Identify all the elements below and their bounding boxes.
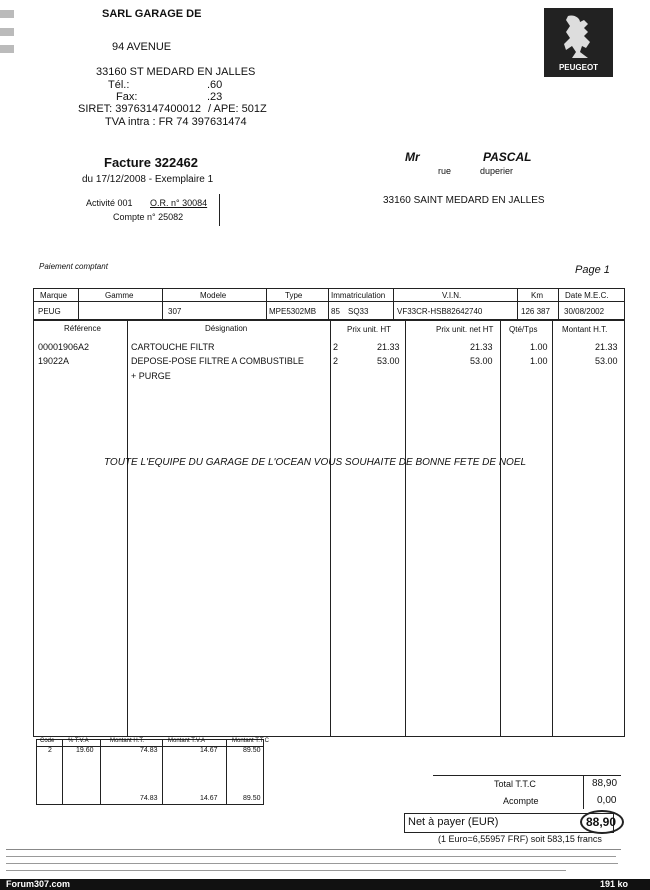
table-row-pun: 53.00 [470, 356, 493, 366]
garage-fax-label: Fax: [116, 91, 138, 103]
customer-city: 33160 SAINT MEDARD EN JALLES [383, 195, 545, 206]
scan-mark [0, 10, 14, 18]
divider [405, 320, 406, 737]
table-row-qte: 1.00 [530, 342, 548, 352]
tva-header-ttc: Montant T.T.C [232, 738, 269, 744]
garage-city: 33160 ST MEDARD EN JALLES [96, 66, 256, 78]
divider [517, 288, 518, 320]
divider [162, 739, 163, 805]
vehicle-km: 126 387 [521, 307, 550, 316]
vehicle-header-km: Km [531, 291, 543, 300]
table-row-montant: 21.33 [595, 342, 618, 352]
vehicle-header-date: Date M.E.C. [565, 291, 609, 300]
tva-rate: 19.60 [76, 747, 94, 754]
fine-print-line [6, 863, 618, 864]
garage-tva: TVA intra : FR 74 397631474 [105, 116, 247, 128]
payment-mode: Paiement comptant [39, 262, 108, 271]
invoice-title: Facture 322462 [104, 155, 198, 170]
acompte-value: 0,00 [597, 795, 617, 806]
tva-tva: 14.67 [200, 747, 218, 754]
invoice-lines-table [33, 320, 625, 737]
vehicle-type: MPE5302MB [269, 307, 317, 316]
vehicle-modele: 307 [168, 307, 182, 316]
divider [127, 320, 128, 737]
divider [266, 288, 267, 320]
divider [162, 288, 163, 320]
total-ttc-value: 88,90 [592, 778, 618, 789]
vehicle-header-type: Type [285, 291, 303, 300]
customer-street: duperier [480, 166, 514, 176]
lines-header-designation: Désignation [205, 324, 248, 333]
peugeot-logo [544, 8, 613, 77]
tva-ttc: 89.50 [243, 747, 261, 754]
divider [33, 301, 625, 302]
divider [330, 320, 331, 737]
invoice-activite: Activité 001 [86, 198, 133, 208]
lines-header-pun: Prix unit. net HT [436, 325, 494, 334]
tva-header-rate: % T.V.A [68, 738, 89, 744]
table-row-ref: 00001906A2 [38, 342, 90, 352]
scan-mark [0, 28, 14, 36]
vehicle-header-vin: V.I.N. [442, 291, 462, 300]
divider [583, 775, 584, 809]
tva-total-tva: 14.67 [200, 795, 218, 802]
acompte-label: Acompte [503, 796, 539, 806]
vehicle-header-gamme: Gamme [105, 291, 134, 300]
footer-bar [0, 879, 650, 890]
fine-print-line [6, 870, 566, 871]
tva-header-ht: Montant H.T. [110, 738, 145, 744]
lines-header-montant: Montant H.T. [562, 325, 608, 334]
invoice-date: du 17/12/2008 - Exemplaire 1 [82, 174, 214, 185]
garage-ape: / APE: 501Z [208, 103, 267, 115]
table-row-designation: CARTOUCHE FILTR [131, 342, 215, 352]
total-ttc-label: Total T.T.C [494, 779, 536, 789]
table-row-designation: + PURGE [131, 371, 171, 381]
garage-name: SARL GARAGE DE [102, 8, 202, 20]
tva-header-code: Code [40, 738, 55, 744]
garage-siret: SIRET: 39763147400012 [78, 103, 201, 115]
divider [100, 739, 101, 805]
table-row-tva: 2 [333, 356, 339, 366]
garage-fax-value: .23 [207, 91, 223, 103]
footer-source: Forum307.com [6, 879, 71, 889]
vehicle-header-modele: Modele [200, 291, 227, 300]
invoice-compte: Compte n° 25082 [113, 212, 184, 222]
table-row-tva: 2 [333, 342, 339, 352]
vehicle-vin: VF33CR-HSB82642740 [397, 307, 483, 316]
table-row-pu: 21.33 [377, 342, 400, 352]
table-row-montant: 53.00 [595, 356, 618, 366]
divider [500, 320, 501, 737]
invoice-or: O.R. n° 30084 [150, 198, 208, 208]
lines-header-reference: Référence [64, 324, 101, 333]
fine-print-line [6, 849, 621, 850]
vehicle-header-immat: Immatriculation [331, 291, 386, 300]
customer-street-prefix: rue [438, 166, 452, 176]
tva-total-ttc: 89.50 [243, 795, 261, 802]
fine-print-line [6, 856, 616, 857]
customer-title: Mr [405, 150, 420, 164]
table-row-pun: 21.33 [470, 342, 493, 352]
vehicle-immat-dept: 85 [331, 307, 340, 316]
lines-header-pu: Prix unit. HT [347, 325, 392, 334]
vehicle-header-marque: Marque [40, 291, 68, 300]
divider [558, 288, 559, 320]
logo-text: PEUGEOT [558, 63, 599, 72]
divider [328, 288, 329, 320]
divider [552, 320, 553, 737]
table-row-designation: DEPOSE-POSE FILTRE A COMBUSTIBLE [131, 356, 304, 366]
scan-mark [0, 45, 14, 53]
divider [62, 739, 63, 805]
divider [393, 288, 394, 320]
net-to-pay-label: Net à payer (EUR) [408, 816, 499, 828]
table-row-ref: 19022A [38, 356, 70, 366]
garage-tel-value: .60 [207, 79, 223, 91]
footer-size: 191 ko [600, 879, 629, 889]
page-number: Page 1 [575, 264, 610, 276]
tva-code: 2 [48, 747, 52, 754]
divider [78, 288, 79, 320]
customer-name: PASCAL [483, 150, 532, 164]
tva-header-tva: Montant T.V.A [168, 738, 206, 744]
garage-address: 94 AVENUE [112, 41, 172, 53]
table-row-qte: 1.00 [530, 356, 548, 366]
vehicle-immat: SQ33 [348, 307, 369, 316]
tva-total-ht: 74.83 [140, 795, 158, 802]
vehicle-marque: PEUG [38, 307, 61, 316]
euro-conversion: (1 Euro=6,55957 FRF) soit 583,15 francs [438, 834, 602, 844]
greeting-message: TOUTE L'EQUIPE DU GARAGE DE L'OCEAN VOUS SOUHAITE DE BONNE FETE DE NOEL [104, 457, 527, 468]
vehicle-date: 30/08/2002 [564, 307, 605, 316]
table-row-pu: 53.00 [377, 356, 400, 366]
garage-tel-label: Tél.: [108, 79, 130, 91]
tva-ht: 74.83 [140, 747, 158, 754]
divider [226, 739, 227, 805]
net-to-pay-value: 88,90 [586, 815, 617, 829]
lines-header-qte: Qté/Tps [509, 325, 538, 334]
